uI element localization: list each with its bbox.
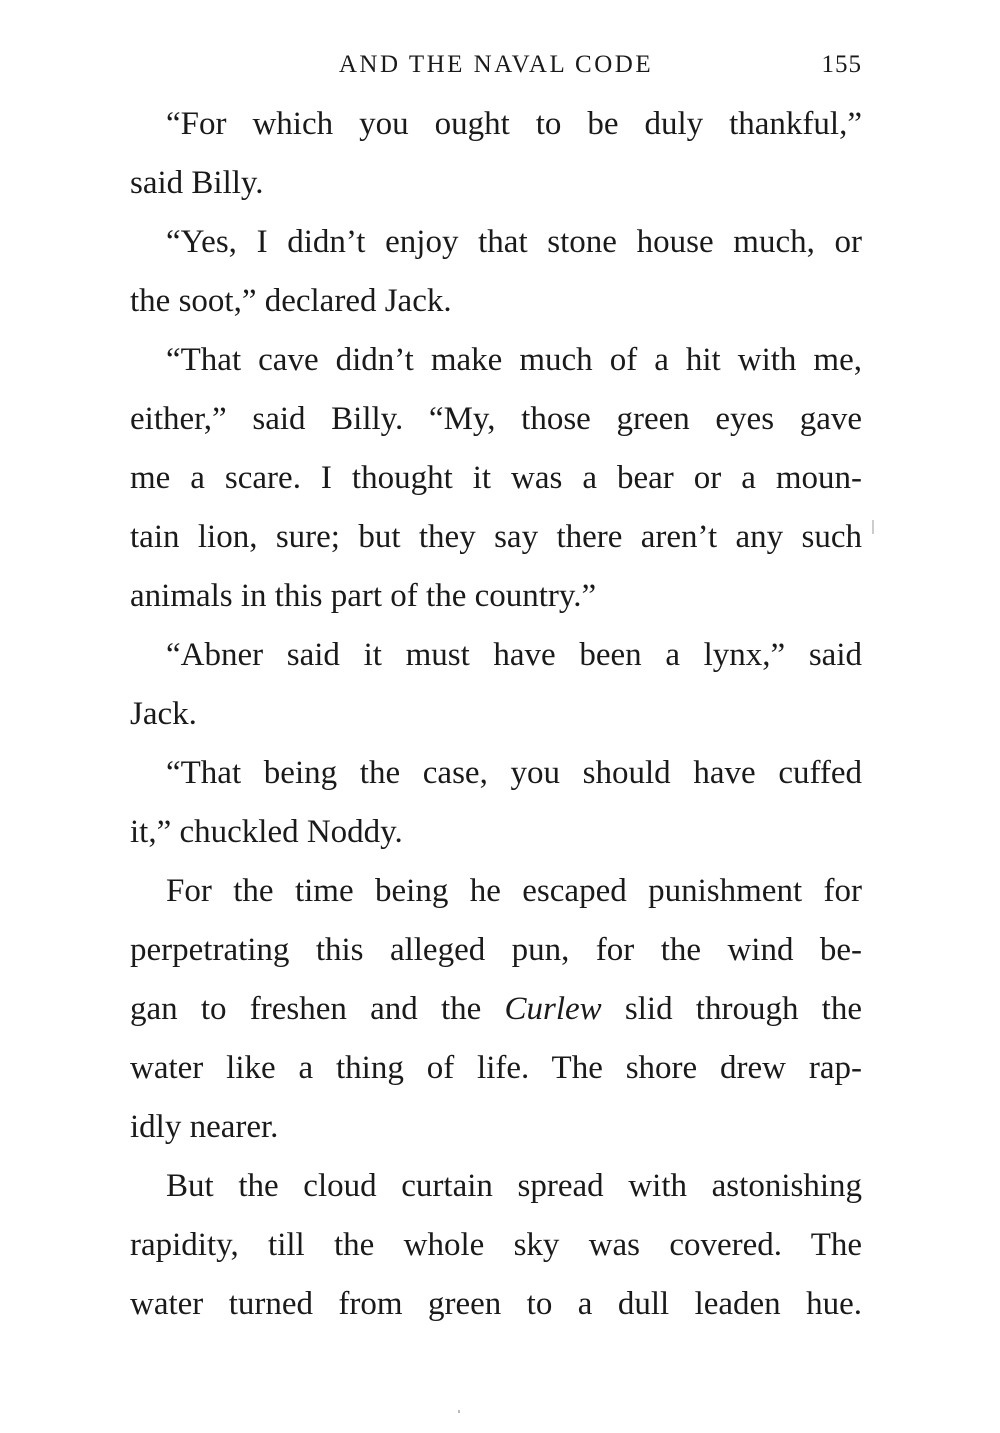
text-line: water turned from green to a dull leaden hue.	[130, 1286, 862, 1322]
running-head	[130, 48, 862, 82]
body-text	[130, 95, 862, 1334]
paragraph	[130, 1157, 862, 1334]
paragraph	[130, 331, 862, 626]
scan-mark	[872, 520, 874, 534]
text-line: But the cloud curtain spread with astonishing	[166, 1168, 862, 1204]
text-line: tain lion, sure; but they say there aren’t any such	[130, 519, 862, 555]
paragraph	[130, 862, 862, 1157]
paragraph	[130, 626, 862, 744]
italic-word: Curlew	[504, 991, 602, 1027]
text-line: Jack.	[130, 696, 197, 732]
page-number: 155	[821, 51, 862, 78]
text-line: For the time being he escaped punishment for	[166, 873, 862, 909]
scan-mark	[458, 1410, 460, 1413]
text-line: “That being the case, you should have cuffed	[166, 755, 862, 791]
text-line: rapidity, till the whole sky was covered. The	[130, 1227, 862, 1263]
text-line: “For which you ought to be duly thankful,”	[166, 106, 862, 142]
running-title: AND THE NAVAL CODE	[338, 51, 654, 78]
text-line: it,” chuckled Noddy.	[130, 814, 403, 850]
text-line: either,” said Billy. “My, those green eyes gave	[130, 401, 862, 437]
text-line: “That cave didn’t make much of a hit with me,	[166, 342, 862, 378]
text-line: the soot,” declared Jack.	[130, 283, 452, 319]
text-line-with-italic: gan to freshen and the Curlew slid through the	[130, 991, 862, 1027]
text-line: idly nearer.	[130, 1109, 279, 1145]
paragraph	[130, 744, 862, 862]
text-line: me a scare. I thought it was a bear or a moun-	[130, 460, 862, 496]
text-line: “Abner said it must have been a lynx,” said	[166, 637, 862, 673]
text-line: “Yes, I didn’t enjoy that stone house much, or	[166, 224, 862, 260]
paragraph	[130, 213, 862, 331]
paragraph	[130, 95, 862, 213]
text-line: water like a thing of life. The shore drew rap-	[130, 1050, 862, 1086]
text-line: said Billy.	[130, 165, 264, 201]
text-line: animals in this part of the country.”	[130, 578, 597, 614]
text-line: perpetrating this alleged pun, for the wind be-	[130, 932, 862, 968]
